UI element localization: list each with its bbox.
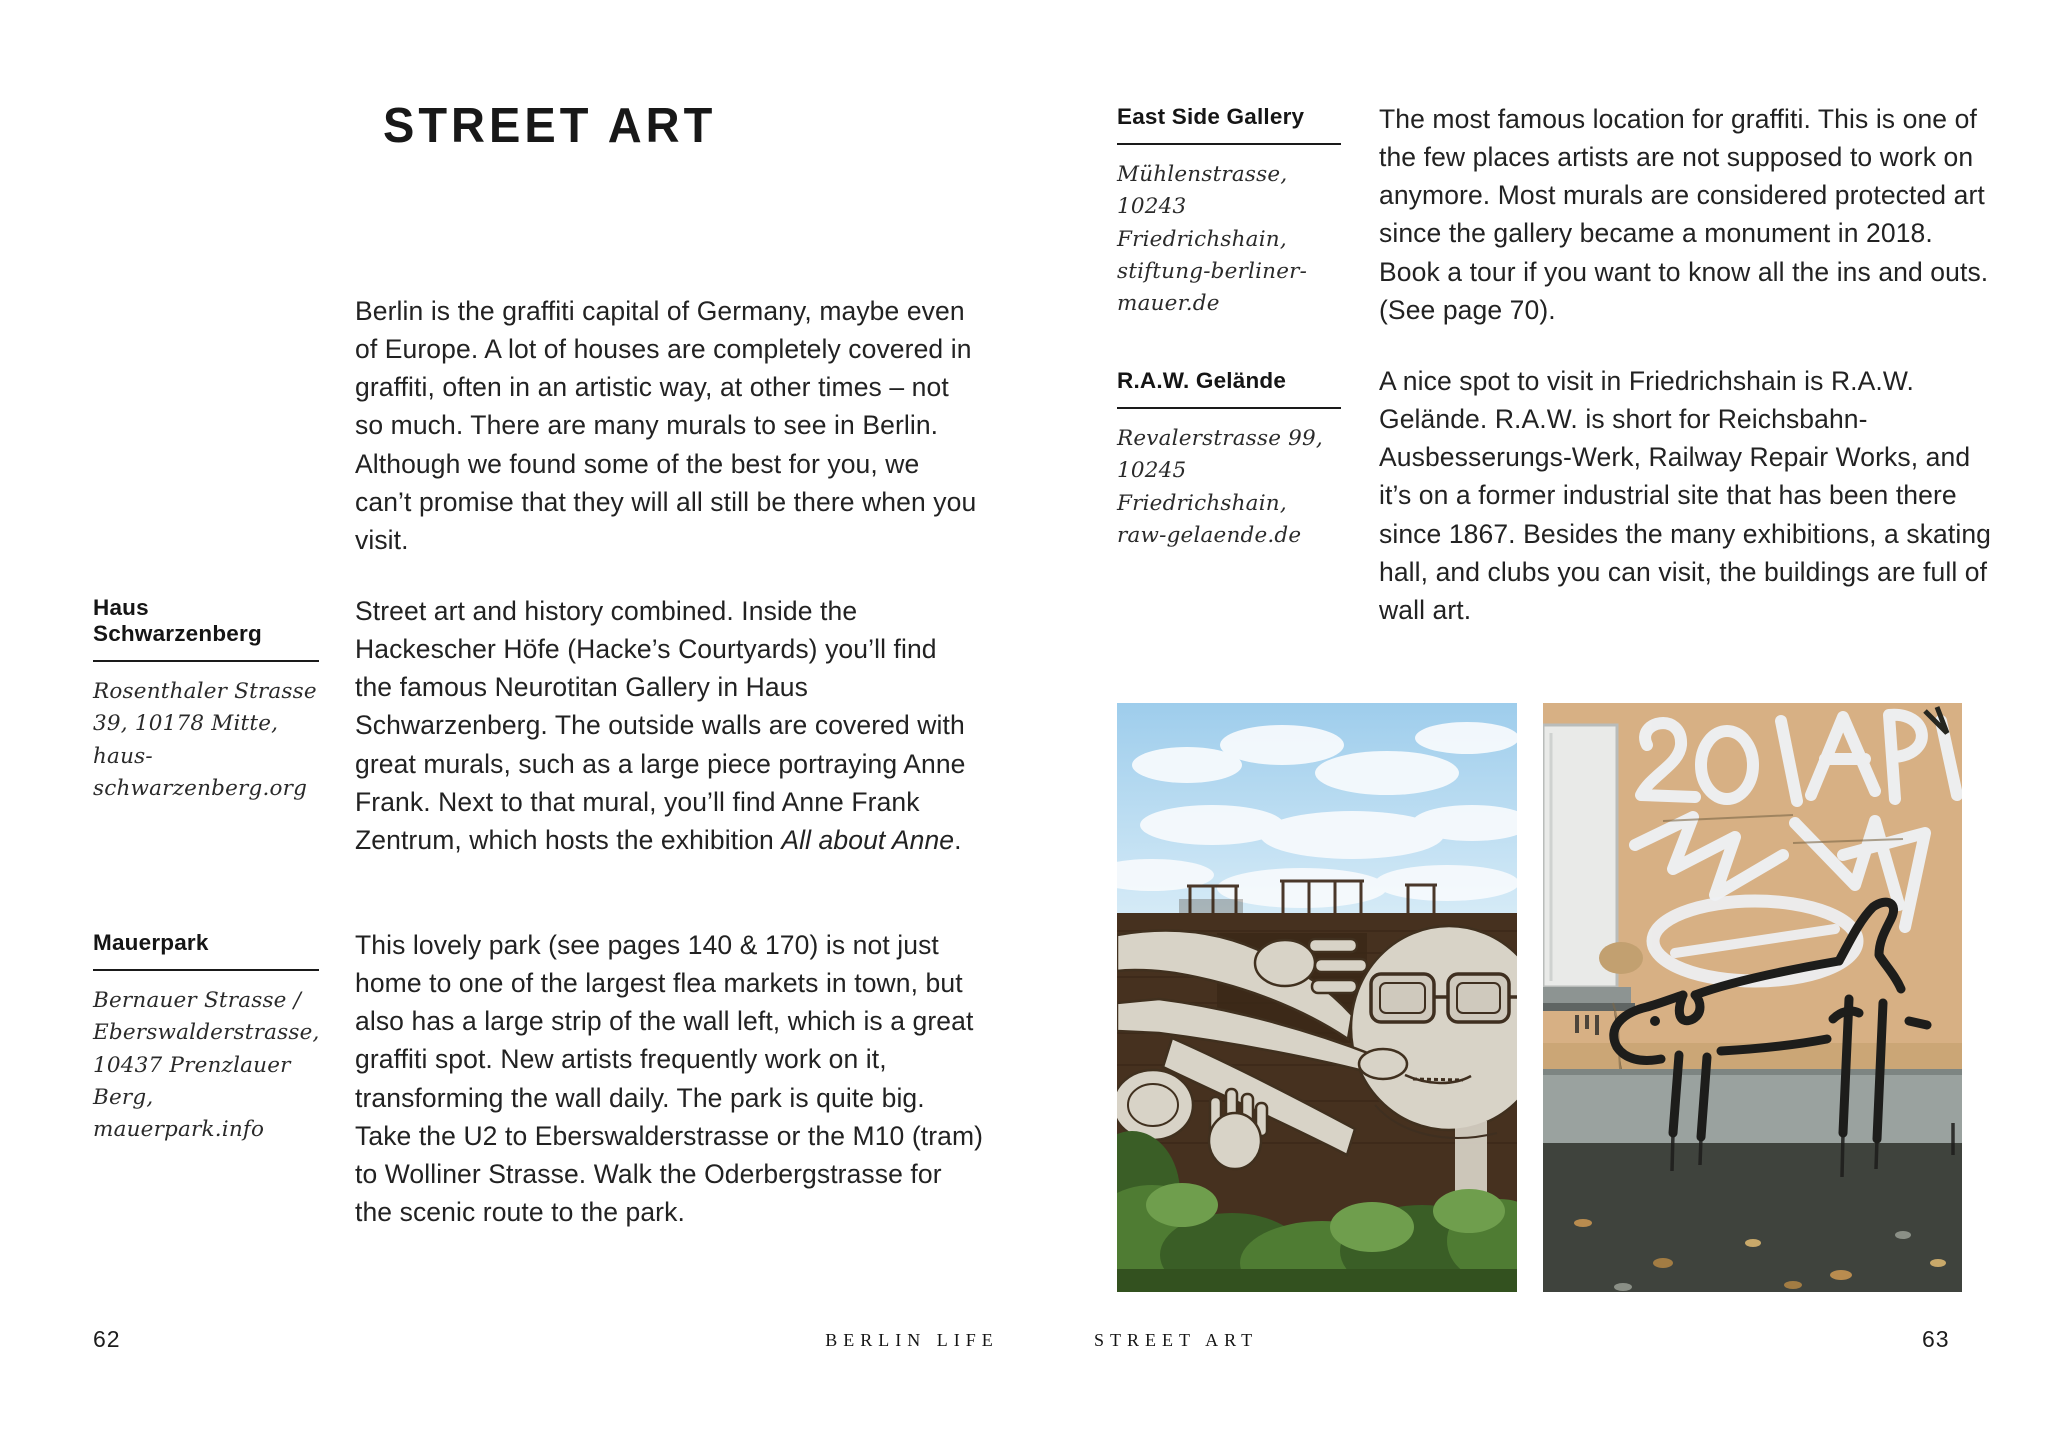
mural-photo xyxy=(1117,703,1517,1292)
entry-address: Mühlenstrasse, 10243 Friedrichshain, stiftung-berliner-mauer.de xyxy=(1117,162,1308,316)
page-title: STREET ART xyxy=(383,97,717,153)
entry-address: Bernauer Strasse / Eberswalderstrasse, 10437 Prenzlauer Berg, mauerpark.info xyxy=(93,988,320,1142)
right-running-head: STREET ART xyxy=(1094,1330,1259,1350)
entry-address: Rosenthaler Strasse 39, 10178 Mitte, haus-schwarzenberg.org xyxy=(93,679,317,801)
entry-label-east-side-gallery xyxy=(1117,104,1341,320)
left-page-number: 62 xyxy=(93,1326,121,1352)
entry-heading: R.A.W. Gelände xyxy=(1117,368,1341,409)
right-page-number: 63 xyxy=(1922,1326,1950,1352)
entry-heading: Mauerpark xyxy=(93,930,319,971)
roof-block xyxy=(1179,899,1243,915)
paragraph-italic-text: All about Anne xyxy=(781,824,955,855)
entry-heading: East Side Gallery xyxy=(1117,104,1341,145)
paragraph-text: . xyxy=(954,824,962,855)
entry-heading: Haus Schwarzenberg xyxy=(93,595,319,662)
asphalt xyxy=(1543,1143,1962,1292)
entry-label-haus-schwarzenberg xyxy=(93,595,319,805)
dog-eye xyxy=(1650,1016,1660,1026)
intro-paragraph: Berlin is the graffiti capital of Germany, maybe even of Europe. A lot of houses are completely covered in graffiti, often in an artistic way, at other times – not so much. There are many murals to see in Berlin. Although we found some of the best for you, we can’t promise that they will all still be there when you visit. xyxy=(355,296,977,555)
dog-graffiti-photo xyxy=(1543,703,1962,1292)
left-running-head: BERLIN LIFE xyxy=(825,1330,999,1350)
concrete-band xyxy=(1543,1069,1962,1143)
entry-label-raw-gelaende xyxy=(1117,368,1341,552)
entry-paragraph-mauerpark: This lovely park (see pages 140 & 170) is not just home to one of the largest flea markets in town, but also has a large strip of the wall left, which is a great graffiti spot. New artists frequently work on it, transforming the wall daily. The park is quite big. Take the U2 to Eberswalderstrasse or the M10 (tram) to Wolliner Strasse. Walk the Oderbergstrasse for the scenic route to the park. xyxy=(355,930,984,1228)
entry-paragraph-haus-schwarzenberg xyxy=(355,592,980,859)
paragraph-text: Street art and history combined. Inside the Hackescher Höfe (Hacke’s Courtyards) you’ll find the famous Neurotitan Gallery in Haus Schwarzenberg. The outside walls are covered with great murals, such as a large piece portraying Anne Frank. Next to that mural, you’ll find Anne Frank Zentrum, which hosts the exhibition xyxy=(355,596,966,855)
entry-paragraph-raw-gelaende: A nice spot to visit in Friedrichshain is R.A.W. Gelände. R.A.W. is short for Reichsbahn-Ausbesserungs-Werk, Railway Repair Works, and it’s on a former industrial site that has been there since 1867. Besides the many exhibitions, a skating hall, and clubs you can visit, the buildings are full of wall art. xyxy=(1379,366,1992,625)
entry-address: Revalerstrasse 99, 10245 Friedrichshain, raw-gelaende.de xyxy=(1117,426,1323,548)
concrete-edge xyxy=(1543,1069,1962,1075)
entry-label-mauerpark xyxy=(93,930,319,1146)
entry-paragraph-east-side-gallery: The most famous location for graffiti. This is one of the few places artists are not supposed to work on anymore. Most murals are considered protected art since the gallery became a monument in 2018. Book a tour if you want to know all the ins and outs. (See page 70). xyxy=(1379,104,1989,325)
